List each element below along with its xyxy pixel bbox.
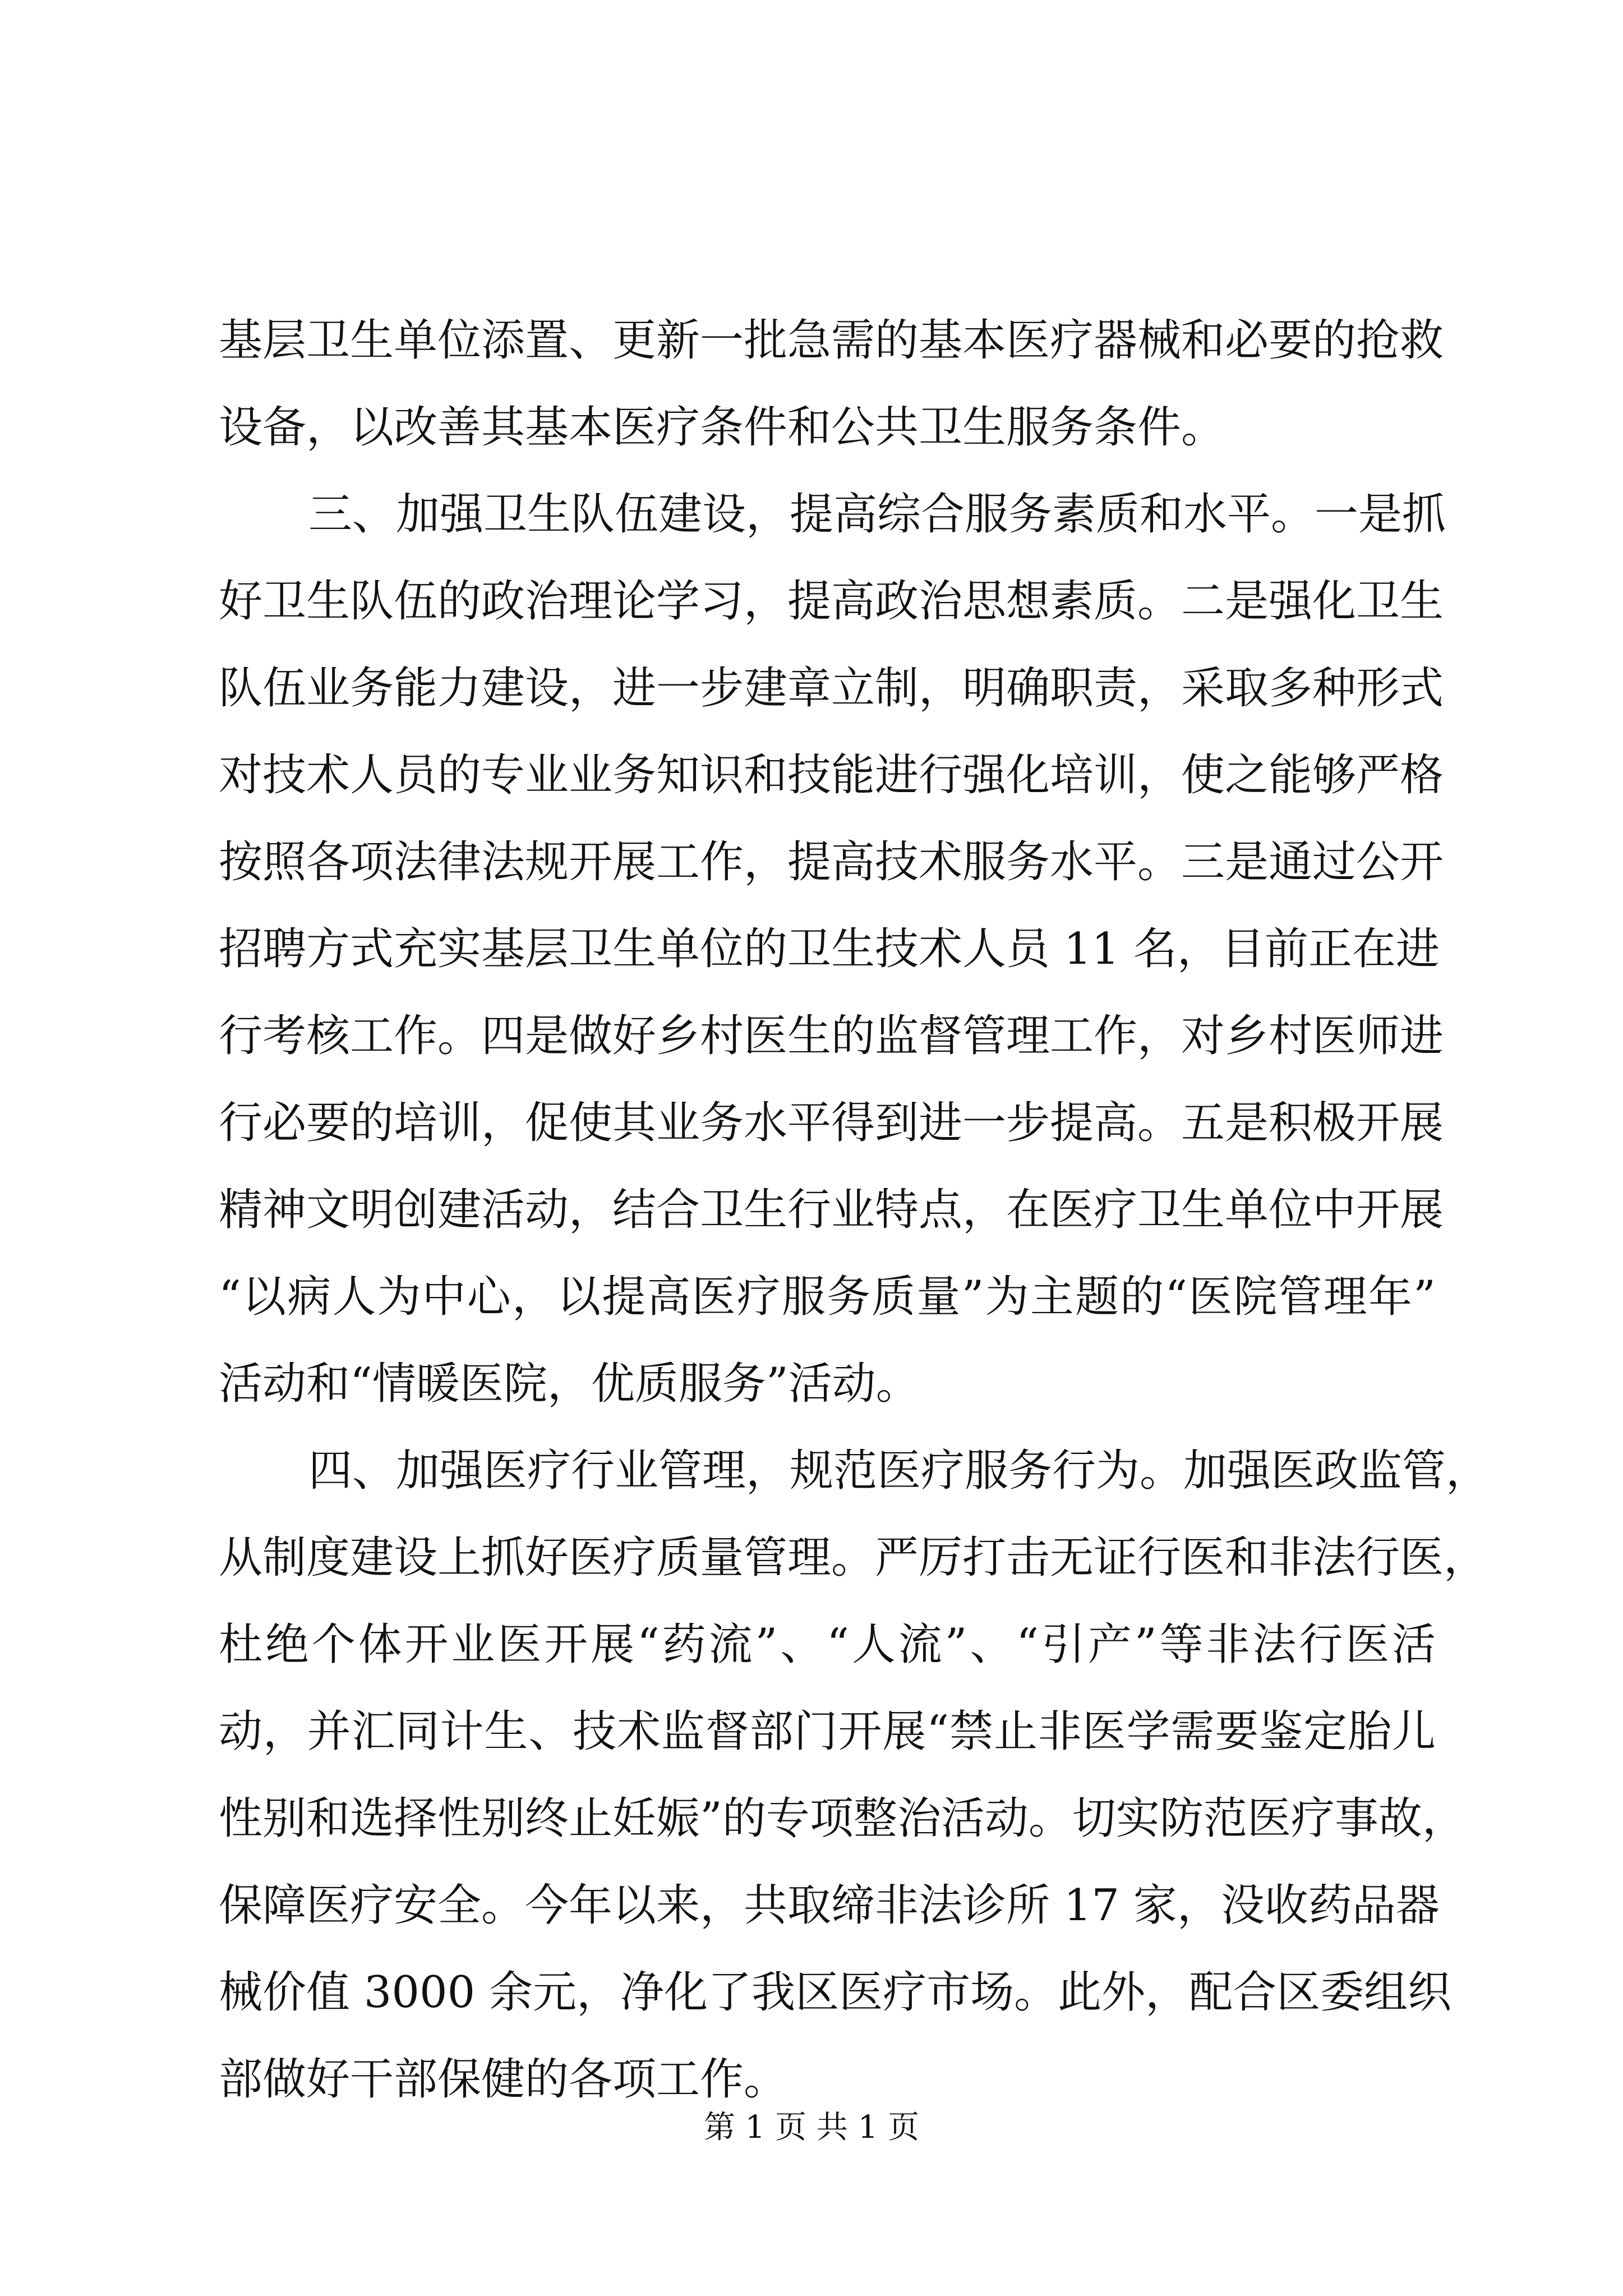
text-line: 行必要的培训，促使其业务水平得到进一步提高。五是积极开展 bbox=[219, 1098, 1444, 1148]
paragraph-start-line: 三、加强卫生队伍建设，提高综合服务素质和水平。一是抓 bbox=[308, 489, 1446, 540]
text-line: 从制度建设上抓好医疗质量管理。严厉打击无证行医和非法行医， bbox=[219, 1533, 1488, 1583]
text-line: 行考核工作。四是做好乡村医生的监督管理工作，对乡村医师进 bbox=[219, 1011, 1444, 1061]
text-line: 队伍业务能力建设，进一步建章立制，明确职责，采取多种形式 bbox=[219, 663, 1444, 714]
text-line: 部做好干部保健的各项工作。 bbox=[219, 2054, 788, 2105]
text-line: 设备，以改善其基本医疗条件和公共卫生服务条件。 bbox=[219, 402, 1225, 453]
text-line: 械价值 3000 余元，净化了我区医疗市场。此外，配合区委组织 bbox=[219, 1967, 1452, 2018]
text-line: 活动和“情暖医院，优质服务”活动。 bbox=[219, 1359, 920, 1409]
text-line: 精神文明创建活动，结合卫生行业特点，在医疗卫生单位中开展 bbox=[219, 1185, 1444, 1235]
document-body bbox=[219, 297, 1490, 2123]
text-line: 按照各项法律法规开展工作，提高技术服务水平。三是通过公开 bbox=[219, 837, 1444, 887]
page-number-footer: 第 1 页 共 1 页 bbox=[703, 2109, 920, 2146]
text-line: 动，并汇同计生、技术监督部门开展“禁止非医学需要鉴定胎儿 bbox=[219, 1706, 1436, 1757]
paragraph-start-line: 四、加强医疗行业管理，规范医疗服务行为。加强医政监管， bbox=[308, 1446, 1490, 1496]
text-line: 好卫生队伍的政治理论学习，提高政治思想素质。二是强化卫生 bbox=[219, 576, 1444, 627]
text-line: 保障医疗安全。今年以来，共取缔非法诊所 17 家，没收药品器 bbox=[219, 1880, 1440, 1931]
text-line: 招聘方式充实基层卫生单位的卫生技术人员 11 名，目前正在进 bbox=[219, 924, 1440, 974]
text-line: 基层卫生单位添置、更新一批急需的基本医疗器械和必要的抢救 bbox=[219, 315, 1444, 366]
text-line: 杜绝个体开业医开展“药流”、“人流”、“引产”等非法行医活 bbox=[219, 1619, 1436, 1670]
text-line: “以病人为中心，以提高医疗服务质量”为主题的“医院管理年” bbox=[219, 1272, 1436, 1322]
text-line: 对技术人员的专业业务知识和技能进行强化培训，使之能够严格 bbox=[219, 750, 1444, 800]
text-line: 性别和选择性别终止妊娠”的专项整治活动。切实防范医疗事故， bbox=[219, 1793, 1466, 1844]
